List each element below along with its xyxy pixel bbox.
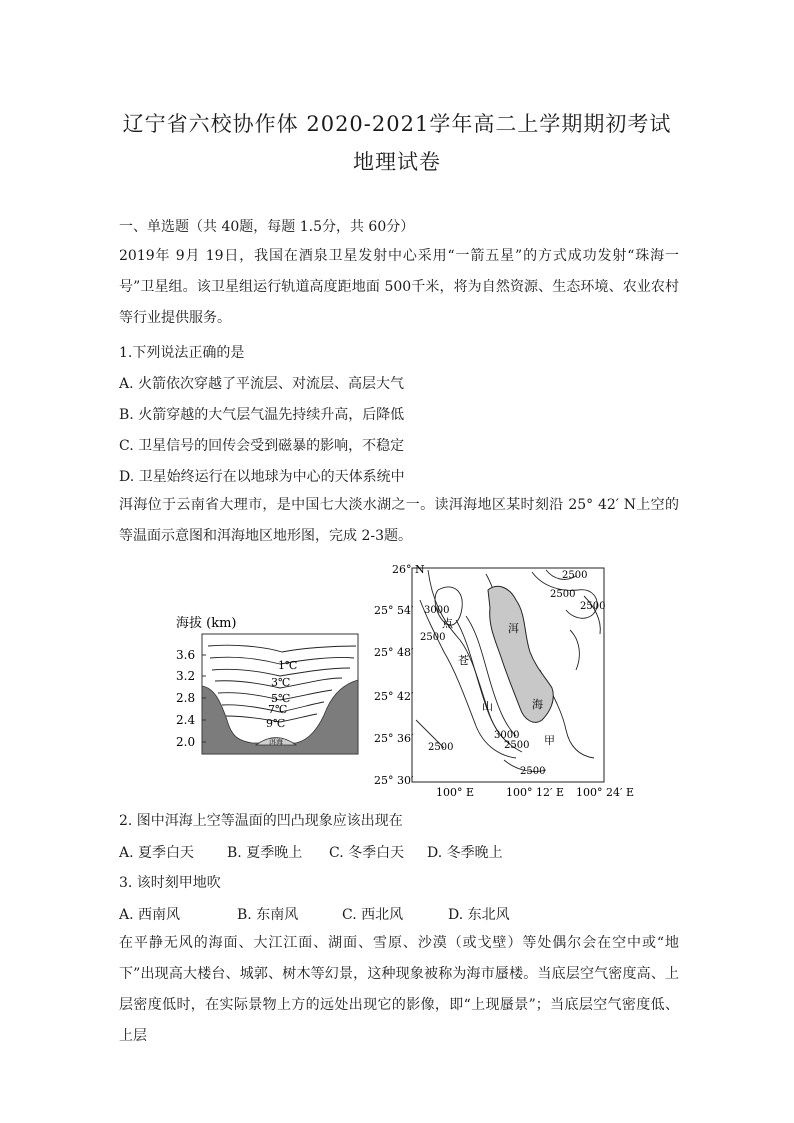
ytick-20: 2.0 <box>176 735 196 749</box>
place-er: 洱 <box>508 622 519 635</box>
contour-2500-west: 2500 <box>420 632 446 643</box>
passage-mirage: 在平静无风的海面、大江江面、湖面、雪原、沙漠（或戈壁）等处偶尔会在空中或“地下”出现高大楼台、城郭、树木等幻景，这种现象被称为海市蜃楼。当底层空气密度高、上层密度低时，在实际景物上方的远处出现它的影像，即“上现蜃景”；当底层空气密度低、上层 <box>119 935 679 1044</box>
contour-2500-bottom: 2500 <box>520 766 546 777</box>
question-2-stem: 2. 图中洱海上空等温面的凹凸现象应该出现在 <box>119 813 403 829</box>
question-3-stem: 3. 该时刻甲地吹 <box>119 875 221 891</box>
question-2-option-d: D. 冬季晚上 <box>427 845 503 861</box>
lat-2530: 25° 30′ <box>374 774 414 787</box>
contour-2500-south: 2500 <box>504 740 530 751</box>
lake-label: 洱海 <box>269 738 283 746</box>
contour-3000-west: 3000 <box>424 605 450 616</box>
lat-26: 26° N <box>392 563 425 576</box>
isotherm-label-9: 9℃ <box>266 717 286 730</box>
isotherm-label-3: 3℃ <box>271 676 291 689</box>
question-3-option-a: A. 西南风 <box>119 907 181 923</box>
isotherm-label-1: 1℃ <box>278 659 298 672</box>
isotherm-label-7: 7℃ <box>268 703 288 716</box>
contour-2500-ne: 2500 <box>562 570 588 581</box>
contour-2500-sw: 2500 <box>428 742 454 753</box>
lon-10024: 100° 24′ E <box>576 786 635 799</box>
place-hai: 海 <box>532 698 543 711</box>
lat-2548: 25° 48′ <box>374 646 414 659</box>
question-1-option-d: D. 卫星始终运行在以地球为中心的天体系统中 <box>119 469 405 485</box>
question-2-option-b: B. 夏季晚上 <box>227 845 303 861</box>
question-2-option-a: A. 夏季白天 <box>119 845 195 861</box>
erhai-terrain-map <box>370 560 635 800</box>
question-3-options <box>119 904 510 924</box>
isotherm-section-figure <box>172 608 364 758</box>
place-dian: 点 <box>442 617 453 630</box>
question-3-option-d: D. 东北风 <box>448 907 510 923</box>
ytick-28: 2.8 <box>176 691 196 705</box>
ytick-24: 2.4 <box>176 713 196 727</box>
question-2-options <box>119 842 503 862</box>
exam-title: 辽宁省六校协作体 2020-2021学年高二上学期期初考试 <box>122 112 672 136</box>
question-1-option-a: A. 火箭依次穿越了平流层、对流层、高层大气 <box>119 376 405 392</box>
contour-3000-south: 3000 <box>494 730 520 741</box>
ytick-36: 3.6 <box>176 648 196 662</box>
lat-2536: 25° 36′ <box>374 732 414 745</box>
contour-2500-ne2: 2500 <box>550 589 576 600</box>
exam-subtitle: 地理试卷 <box>353 150 441 174</box>
question-3-option-b: B. 东南风 <box>237 907 299 923</box>
section-heading: 一、单选题（共 40题，每题 1.5分，共 60分） <box>119 219 415 235</box>
passage-satellite: 2019年 9月 19日，我国在酒泉卫星发射中心采用“一箭五星”的方式成功发射“珠海一号”卫星组。该卫星组运行轨道高度距地面 500千米，将为自然资源、生态环境、农业农村等行业提供服务。 <box>119 248 679 326</box>
place-shan: 山 <box>482 700 493 713</box>
lat-2554: 25° 54′ <box>374 604 414 617</box>
isotherm-label-5: 5℃ <box>271 692 291 705</box>
ytick-32: 3.2 <box>176 669 196 683</box>
place-cang: 苍 <box>458 654 469 667</box>
figure-left-ylabel: 海拔 (km) <box>176 616 237 631</box>
lon-10012: 100° 12′ E <box>506 786 565 799</box>
contour-2500-east: 2500 <box>580 601 606 612</box>
question-1-option-c: C. 卫星信号的回传会受到磁暴的影响，不稳定 <box>119 438 405 454</box>
question-1-stem: 1.下列说法正确的是 <box>119 345 245 361</box>
place-jia: 甲 <box>544 734 555 747</box>
lon-100: 100° E <box>436 786 475 799</box>
question-2-option-c: C. 冬季白天 <box>329 845 405 861</box>
question-1-option-b: B. 火箭穿越的大气层气温先持续升高，后降低 <box>119 407 405 423</box>
lat-2542: 25° 42′ <box>374 690 414 703</box>
passage-erhai: 洱海位于云南省大理市，是中国七大淡水湖之一。读洱海地区某时刻沿 25° 42′ N上空的等温面示意图和洱海地区地形图，完成 2-3题。 <box>119 497 679 544</box>
question-3-option-c: C. 西北风 <box>342 907 404 923</box>
